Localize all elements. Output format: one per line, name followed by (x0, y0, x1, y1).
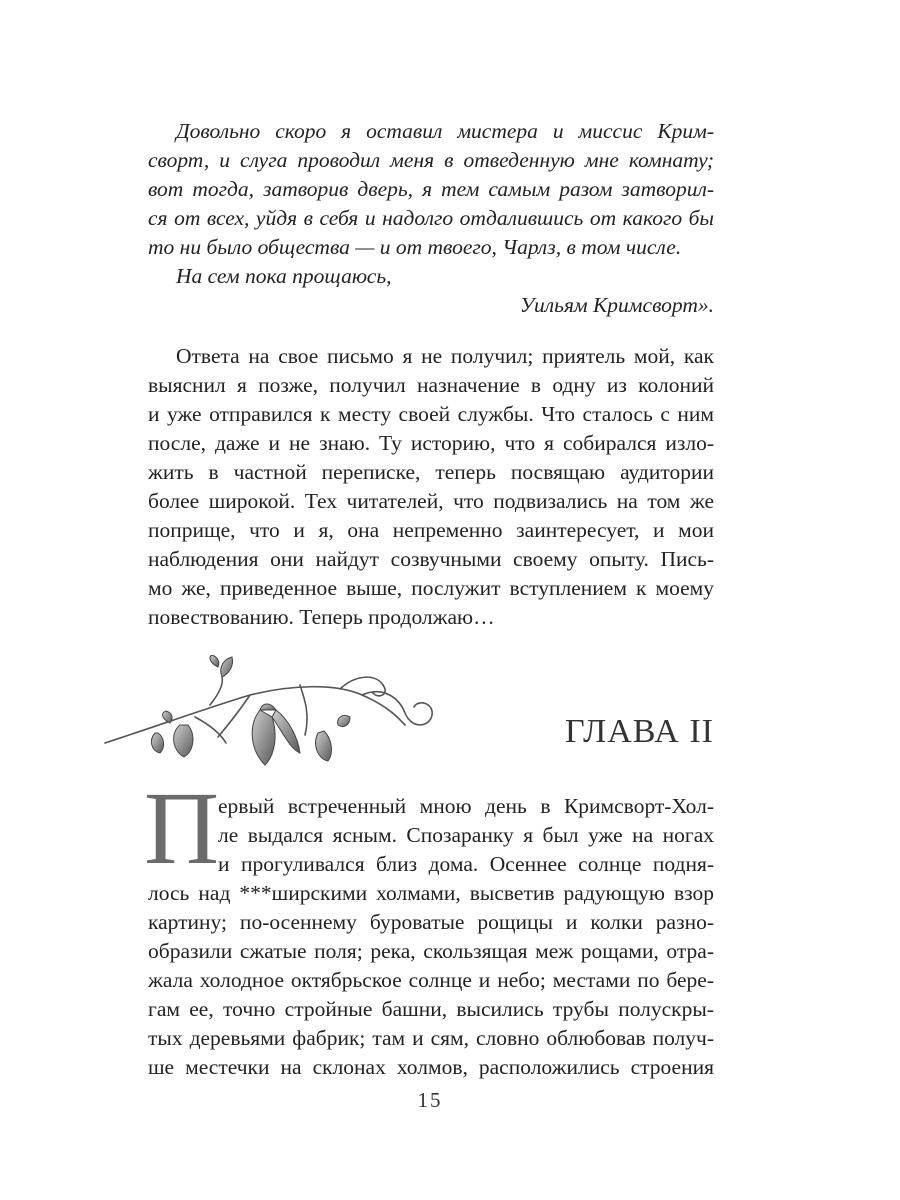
chapter-line: гам ее, точно стройные башни, высились трубы полускры- (148, 997, 714, 1021)
narrative-line: выяснил я позже, получил назначение в одну из колоний (148, 373, 714, 397)
drop-cap: П (144, 771, 220, 886)
bellflower-vine-icon (100, 655, 480, 785)
letter-line: Довольно скоро я оставил мистера и миссис Крим- (176, 119, 714, 143)
narrative-line: наблюдения они найдут созвучными своему опыту. Пись- (148, 547, 714, 571)
letter-line: то ни было общества — и от твоего, Чарлз, в том числе. (148, 235, 682, 259)
chapter-line: ле выдался ясным. Спозаранку я был уже на ногах (218, 823, 714, 847)
narrative-line: повествованию. Теперь продолжаю… (148, 605, 495, 629)
letter-line: сворт, и слуга проводил меня в отведенную мне комнату; (148, 148, 714, 172)
chapter-line: и прогуливался близ дома. Осеннее солнце подня- (218, 852, 714, 876)
chapter-line: образили сжатые поля; река, скользящая меж рощами, отра- (148, 939, 714, 963)
chapter-title: ГЛАВА II (565, 713, 714, 750)
narrative-line: мо же, приведенное выше, послужит вступлением к моему (148, 576, 714, 600)
narrative-line: и уже отправился к месту своей службы. Что сталось с ним (148, 402, 714, 426)
letter-farewell: На сем пока прощаюсь, (176, 264, 392, 288)
chapter-line: картину; по-осеннему буроватые рощицы и колки разно- (148, 910, 714, 934)
chapter-line: тых деревьями фабрик; там и сям, словно облюбовав получ- (148, 1026, 714, 1050)
narrative-line: после, даже и не знаю. Ту историю, что я собирался изло- (148, 431, 714, 455)
letter-line: вот тогда, затворив дверь, я тем самым разом затворил- (148, 177, 714, 201)
chapter-line: лось над ***ширскими холмами, высветив радующую взор (148, 881, 714, 905)
letter-line: ся от всех, уйдя в себя и надолго отдалившись от какого бы (148, 206, 714, 230)
narrative-line: более широкой. Тех читателей, что подвизались на том же (148, 489, 714, 513)
chapter-line: жала холодное октябрьское солнце и небо; местами по бере- (148, 968, 714, 992)
narrative-line: жить в частной переписке, теперь посвящаю аудитории (148, 460, 714, 484)
letter-signature: Уильям Кримсворт». (519, 293, 714, 317)
narrative-line: Ответа на свое письмо я не получил; приятель мой, как (176, 344, 714, 368)
chapter-line: ервый встреченный мною день в Кримсворт-Хол- (218, 794, 714, 818)
page-number: 15 (417, 1088, 443, 1112)
chapter-line: ше местечки на склонах холмов, расположились строения (148, 1055, 714, 1079)
narrative-line: поприще, что и я, она непременно заинтересует, и мои (148, 518, 714, 542)
